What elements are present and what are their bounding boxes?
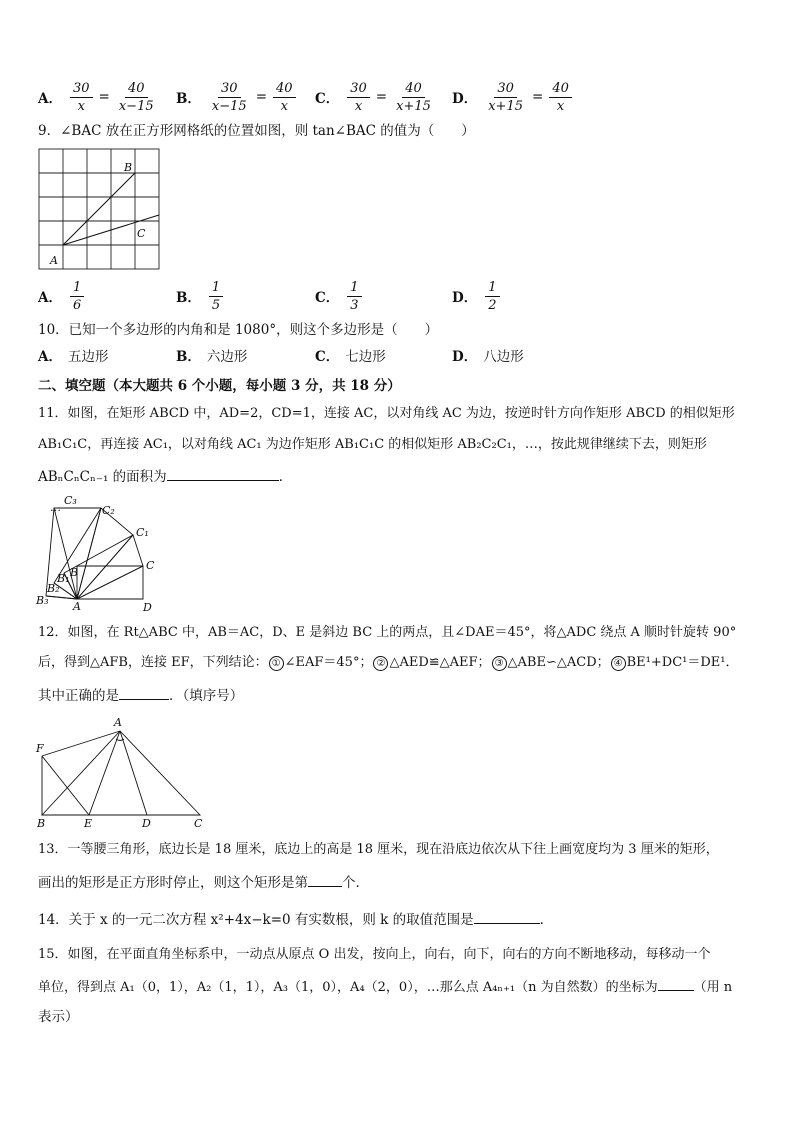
q15-line3: 表示） (38, 1009, 79, 1025)
label-a: A (114, 716, 122, 729)
label-b: B (70, 566, 79, 579)
segment-ad (120, 731, 147, 815)
fraction: $\frac{30}{x}$ (70, 81, 93, 114)
triangle-abc (42, 731, 200, 815)
label-c2: C₂ (102, 504, 115, 517)
fraction: $\frac{40}{x}$ (549, 81, 572, 114)
label-e: E (84, 817, 93, 830)
q10-option-c[interactable]: C． 七边形 (315, 349, 386, 365)
label-b1: B₁ (57, 572, 70, 585)
fraction: $\frac{40}{x-15}$ (118, 80, 154, 114)
label-d: D (143, 601, 152, 614)
q13-line1: 13．一等腰三角形，底边长是 18 厘米，底边上的高是 18 厘米，现在沿底边依次从下往上画宽度均为 3 厘米的矩形， (38, 842, 719, 857)
answer-blank[interactable] (308, 874, 342, 887)
label-f: F (36, 742, 44, 755)
q9-option-c[interactable]: C． $\frac{1}{3}$ (315, 274, 364, 318)
q11-line1: 11．如图，在矩形 ABCD 中，AD=2，CD=1，连接 AC，以对角线 AC 为边，按逆时针方向作矩形 ABCD 的相似矩形 (38, 406, 735, 421)
q8-option-c[interactable]: C． $\frac{30}{x}$ = $\frac{40}{x+15}$ (315, 75, 436, 119)
label-d: D (142, 817, 151, 830)
label-c: C (194, 817, 203, 830)
q13-line2: 画出的矩形是正方形时停止，则这个矩形是第 个． (38, 875, 369, 891)
q11-line2: AB₁C₁C，再连接 AC₁，以对角线 AC₁ 为边作矩形 AB₁C₁C 的相似矩形 AB₂C₂C₁，…，按此规律继续下去，则矩形 (38, 437, 707, 452)
q15-line1: 15．如图，在平面直角坐标系中，一动点从原点 O 出发，按向上，向右，向下，向右的方向不断地移动，每移动一个 (38, 947, 711, 962)
fraction: $\frac{1}{3}$ (347, 280, 361, 313)
q9-option-d[interactable]: D． $\frac{1}{2}$ (452, 274, 502, 318)
q14-line: 14．关于 x 的一元二次方程 x²+4x−k=0 有实数根，则 k 的取值范围是 ． (38, 912, 554, 928)
q9-option-b[interactable]: B． $\frac{1}{5}$ (176, 274, 225, 318)
answer-blank[interactable] (658, 978, 694, 991)
label-c: C (146, 559, 155, 572)
fraction: $\frac{40}{x}$ (273, 81, 296, 114)
label-c: C (137, 227, 146, 240)
label-dots: … (50, 501, 61, 514)
q8-option-d[interactable]: D． $\frac{30}{x+15}$ = $\frac{40}{x}$ (452, 75, 574, 119)
fraction: $\frac{30}{x+15}$ (488, 80, 523, 114)
answer-blank[interactable] (167, 468, 279, 481)
q10-options (38, 343, 758, 367)
q10-option-a[interactable]: A． 五边形 (38, 349, 109, 365)
label-c1: C₁ (136, 526, 149, 539)
q10-stem: 10．已知一个多边形的内角和是 1080°，则这个多边形是（ ） (38, 322, 439, 338)
label-a: A (50, 254, 58, 267)
fraction: $\frac{30}{x}$ (347, 81, 370, 114)
label-c3: C₃ (64, 494, 77, 507)
q10-option-b[interactable]: B． 六边形 (176, 349, 248, 365)
label-b: B (37, 817, 46, 830)
segment-ef (42, 756, 89, 815)
q9-option-a[interactable]: A． $\frac{1}{6}$ (38, 274, 86, 318)
answer-blank[interactable] (474, 911, 540, 924)
fraction: $\frac{1}{6}$ (70, 280, 84, 313)
q10-option-d[interactable]: D． 八边形 (452, 349, 524, 365)
label-b3: B₃ (36, 594, 49, 607)
section-heading: 二、填空题（本大题共 6 个小题，每小题 3 分，共 18 分） (38, 378, 401, 394)
q12-line2: 后，得到△AFB，连接 EF，下列结论： ① ∠EAF＝45°； ② △AED≌△AEF； ③ △ABE∽△ACD； ④ BE¹+DC¹＝DE¹． (38, 655, 739, 670)
fraction: $\frac{30}{x-15}$ (211, 80, 247, 114)
label-b2: B₂ (47, 582, 60, 595)
q11-line3: ABₙCₙCₙ₋₁ 的面积为 ． (38, 469, 293, 485)
q12-triangle-figure (34, 714, 214, 830)
q12-line3: 其中正确的是 ．（填序号） (38, 688, 244, 704)
label-b: B (124, 161, 133, 174)
answer-blank[interactable] (119, 687, 169, 700)
q9-options (38, 274, 758, 318)
q8-option-b[interactable]: B． $\frac{30}{x-15}$ = $\frac{40}{x}$ (176, 75, 298, 119)
q15-line2: 单位，得到点 A₁（0，1），A₂（1，1），A₃（1，0），A₄（2，0），…那么点 A₄ₙ₊₁（n 为自然数）的坐标为 （用 n (38, 980, 733, 995)
label-a: A (73, 600, 81, 613)
q8-option-a[interactable]: A． $\frac{30}{x}$ = $\frac{40}{x-15}$ (38, 75, 159, 119)
q11-similar-rectangles-figure (34, 492, 164, 614)
q9-stem: 9．∠BAC 放在正方形网格纸的位置如图，则 tan∠BAC 的值为（ ） (38, 123, 475, 139)
fraction: $\frac{1}{2}$ (485, 280, 499, 313)
q8-options (38, 75, 758, 119)
segment-ae (89, 731, 120, 815)
q12-line1: 12．如图，在 Rt△ABC 中，AB＝AC，D、E 是斜边 BC 上的两点，且∠DAE＝45°，将△ADC 绕点 A 顺时针旋转 90° (38, 625, 737, 640)
fraction: $\frac{40}{x+15}$ (396, 80, 431, 114)
q9-grid-figure (38, 148, 162, 274)
fraction: $\frac{1}{5}$ (209, 280, 223, 313)
